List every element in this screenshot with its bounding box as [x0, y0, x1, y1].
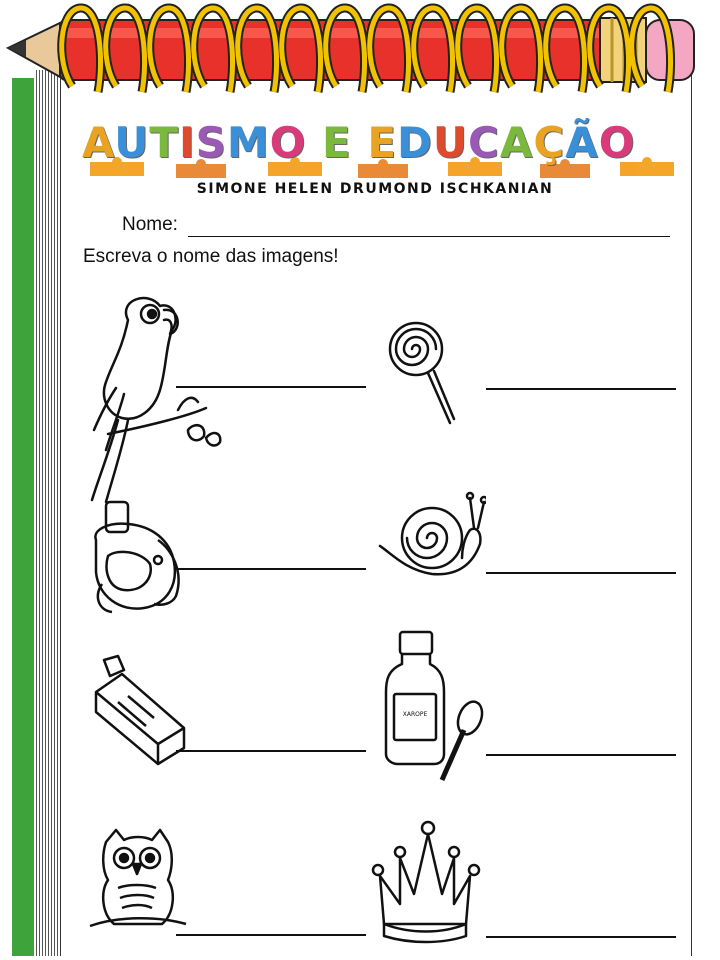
title-letter: U — [114, 118, 150, 167]
answer-line-syrup[interactable] — [486, 754, 676, 756]
title-letter: O — [598, 118, 636, 167]
title-letter: C — [468, 118, 500, 167]
name-write-line[interactable] — [188, 236, 670, 237]
title-letter: Ç — [533, 118, 566, 167]
answer-line-owl[interactable] — [176, 934, 366, 936]
syrup-bottle-icon — [380, 630, 484, 790]
backpack-icon — [88, 500, 188, 615]
author-name: SIMONE HELEN DRUMOND ISCHKANIAN — [196, 181, 554, 197]
logo-title — [80, 118, 680, 170]
answer-line-parrot[interactable] — [176, 386, 366, 388]
parrot-icon — [88, 290, 228, 510]
pencil-spiral-header — [0, 0, 720, 95]
title-letter: E — [322, 118, 352, 167]
site-title — [82, 118, 635, 167]
stapler-icon — [88, 652, 192, 772]
title-letter: U — [432, 118, 469, 167]
title-letter — [306, 118, 322, 167]
answer-line-lollipop[interactable] — [486, 388, 676, 390]
title-letter: T — [149, 118, 179, 167]
owl-icon — [88, 828, 188, 932]
answer-line-backpack[interactable] — [176, 568, 366, 570]
crown-icon — [370, 818, 482, 944]
title-letter: Ã — [565, 118, 599, 167]
answer-line-stapler[interactable] — [176, 750, 366, 752]
answer-line-snail[interactable] — [486, 572, 676, 574]
title-letter: D — [397, 118, 433, 167]
title-letter: A — [499, 118, 534, 167]
title-letter: A — [82, 118, 115, 167]
lollipop-icon — [388, 315, 458, 430]
answer-line-crown[interactable] — [486, 936, 676, 938]
syrup-label: XAROPE — [402, 711, 428, 718]
notebook-spine — [12, 78, 36, 956]
title-letter — [352, 118, 368, 167]
title-letter: O — [269, 118, 307, 167]
name-label: Nome: — [122, 214, 178, 235]
snail-icon — [376, 488, 486, 584]
title-letter: I — [178, 118, 196, 167]
title-letter: E — [367, 118, 398, 167]
title-letter: S — [195, 118, 227, 167]
title-letter: M — [226, 118, 270, 167]
instruction-text: Escreva o nome das imagens! — [83, 246, 339, 267]
